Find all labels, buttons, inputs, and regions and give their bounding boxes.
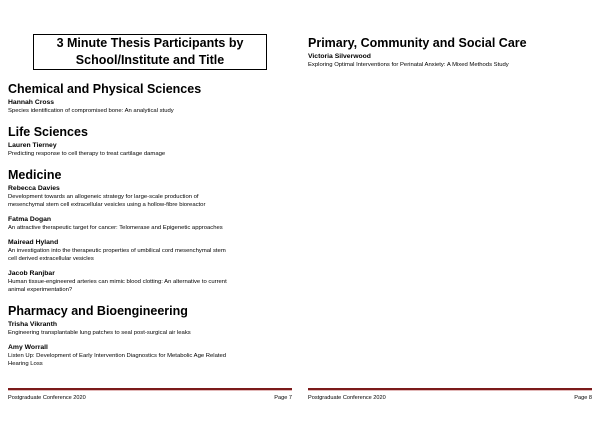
participant-entry — [8, 215, 292, 232]
thesis-title: Listen Up: Development of Early Intervention Diagnostics for Metabolic Age Related — [8, 353, 227, 359]
participant-name: Trisha Vikranth — [8, 321, 57, 328]
section-primary-community-social-care — [308, 36, 592, 69]
thesis-title: Species identification of compromised bone: An analytical study — [8, 108, 174, 114]
section-title: Primary, Community and Social Care — [308, 36, 527, 50]
participant-entry — [8, 238, 292, 263]
page-number: Page 7 — [274, 395, 292, 401]
thesis-title: Engineering transplantable lung patches to seal post-surgical air leaks — [8, 330, 191, 336]
participant-name: Jacob Ranjbar — [8, 270, 55, 277]
participant-name: Victoria Silverwood — [308, 53, 371, 60]
thesis-title: Predicting response to cell therapy to treat cartilage damage — [8, 151, 166, 157]
participant-entry — [8, 343, 292, 368]
footer-conference: Postgraduate Conference 2020 — [8, 395, 86, 401]
participant-entry — [8, 141, 292, 158]
section-title: Medicine — [8, 168, 62, 182]
right-page — [300, 0, 600, 424]
thesis-title-cont: Hearing Loss — [8, 361, 43, 367]
footer-divider — [8, 388, 292, 391]
title-box — [33, 34, 267, 70]
section-title: Life Sciences — [8, 125, 88, 139]
participant-entry — [308, 52, 592, 69]
section-chemical-physical-sciences — [8, 82, 292, 115]
thesis-title: Human tissue-engineered arteries can mimic blood clotting: An alternative to current — [8, 279, 227, 285]
thesis-title-cont: mesenchymal stem cell extracellular vesicles using a hollow-fibre bioreactor — [8, 202, 206, 208]
right-content — [308, 36, 592, 79]
page-number: Page 8 — [574, 395, 592, 401]
participant-entry — [8, 184, 292, 209]
participant-entry — [8, 98, 292, 115]
thesis-title: An attractive therapeutic target for cancer: Telomerase and Epigenetic approaches — [8, 225, 223, 231]
section-medicine — [8, 168, 292, 294]
participant-entry — [8, 320, 292, 337]
participant-name: Fatma Dogan — [8, 216, 52, 223]
section-title: Pharmacy and Bioengineering — [8, 304, 188, 318]
title-line-1: 3 Minute Thesis Participants by — [56, 36, 244, 50]
participant-name: Rebecca Davies — [8, 185, 60, 192]
left-content — [8, 82, 292, 378]
participant-name: Mairead Hyland — [8, 239, 59, 246]
page-footer — [8, 388, 292, 402]
thesis-title-cont: animal experimentation? — [8, 287, 73, 293]
section-life-sciences — [8, 125, 292, 158]
title-line-2: School/Institute and Title — [75, 53, 225, 67]
footer-divider — [308, 388, 592, 391]
participant-name: Lauren Tierney — [8, 142, 57, 149]
participant-entry — [8, 269, 292, 294]
page-footer — [308, 388, 592, 402]
thesis-title: Exploring Optimal Interventions for Perinatal Anxiety: A Mixed Methods Study — [308, 62, 509, 68]
participant-name: Amy Worrall — [8, 344, 48, 351]
footer-conference: Postgraduate Conference 2020 — [308, 395, 386, 401]
participant-name: Hannah Cross — [8, 99, 55, 106]
thesis-title: Development towards an allogeneic strategy for large-scale production of — [8, 194, 199, 200]
thesis-title: An investigation into the therapeutic properties of umbilical cord mesenchymal stem — [8, 248, 226, 254]
thesis-title-cont: cell derived extracellular vesicles — [8, 256, 94, 262]
section-title: Chemical and Physical Sciences — [8, 82, 202, 96]
section-pharmacy-bioengineering — [8, 304, 292, 368]
